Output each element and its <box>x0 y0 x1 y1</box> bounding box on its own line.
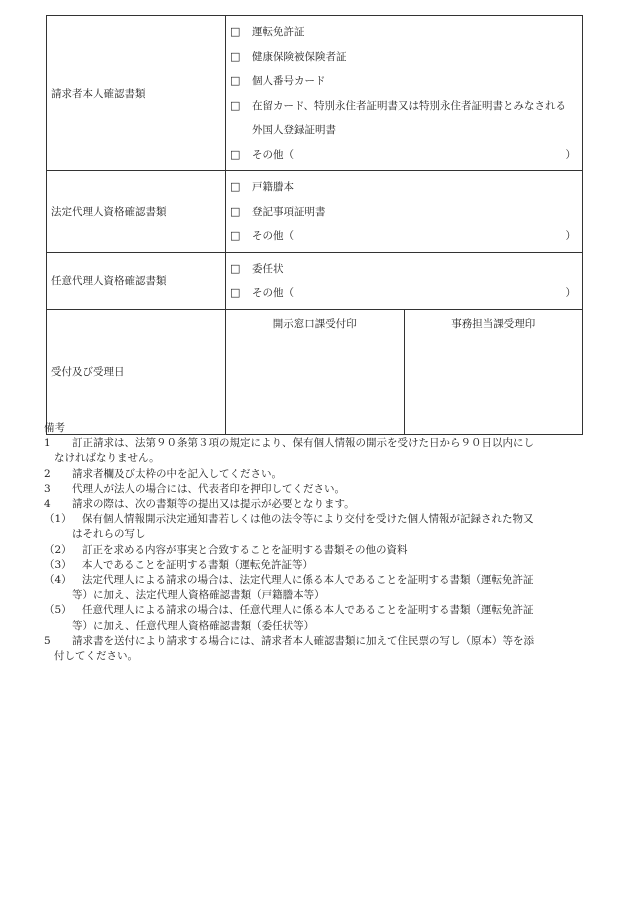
voluntary-agent-options <box>226 252 583 309</box>
option-drivers-license[interactable] <box>230 20 576 45</box>
option-label: 個人番号カード <box>252 75 326 87</box>
note-number: 2 <box>44 467 51 480</box>
note-text: 請求書を送付により請求する場合には、請求者本人確認書類に加えて住民票の写し（原本）等を添 <box>72 634 534 647</box>
note-number: 3 <box>44 482 51 495</box>
note-text: 代理人が法人の場合には、代表者印を押印してください。 <box>72 482 345 495</box>
note-text: 請求の際は、次の書類等の提出又は提示が必要となります。 <box>72 498 355 511</box>
option-label: その他（ <box>252 230 294 242</box>
checkbox-icon[interactable]: □ <box>230 180 241 193</box>
legal-agent-options <box>226 171 583 253</box>
option-power-of-attorney[interactable] <box>230 257 576 282</box>
note-subitem <box>44 603 589 618</box>
note-number: （4） <box>44 574 72 587</box>
table-row <box>47 309 583 434</box>
checkbox-icon[interactable]: □ <box>230 286 241 299</box>
option-my-number-card[interactable] <box>230 69 576 94</box>
acceptance-stamp-box <box>404 310 583 434</box>
note-item <box>44 467 589 482</box>
note-text: 付してください。 <box>54 650 138 663</box>
note-subitem-continued <box>44 588 589 603</box>
option-residence-card[interactable] <box>230 94 576 143</box>
checkbox-icon[interactable]: □ <box>230 25 241 38</box>
note-text: 訂正を求める内容が事実と合致することを証明する書類その他の資料 <box>82 543 408 556</box>
note-number: （5） <box>44 604 72 617</box>
note-subitem <box>44 573 589 588</box>
checkbox-icon[interactable]: □ <box>230 204 241 218</box>
row-label-voluntary-agent: 任意代理人資格確認書類 <box>47 252 226 309</box>
checkbox-icon[interactable]: □ <box>230 49 241 63</box>
reception-stamp-box <box>226 310 404 434</box>
note-subitem-continued <box>44 527 589 542</box>
option-other[interactable] <box>230 224 576 249</box>
option-registry-certificate[interactable] <box>230 200 576 225</box>
notes-heading: 備考 <box>44 422 65 434</box>
checkbox-icon[interactable]: □ <box>230 147 241 161</box>
checkbox-icon[interactable]: □ <box>230 74 241 87</box>
checkbox-icon[interactable]: □ <box>230 229 241 242</box>
note-text: はそれらの写し <box>72 528 146 541</box>
option-label: 健康保険被保険者証 <box>252 50 347 63</box>
note-text: なければなりません。 <box>54 452 160 465</box>
note-number: （2） <box>44 543 72 556</box>
row-label-identity: 請求者本人確認書類 <box>47 16 226 171</box>
reception-stamp-label: 開示窓口課受付印 <box>272 317 357 330</box>
checkbox-icon[interactable]: □ <box>230 261 241 275</box>
option-label: 在留カード、特別永住者証明書又は特別永住者証明書とみなされる外国人登録証明書 <box>252 99 567 136</box>
close-paren: ） <box>565 287 576 299</box>
note-text: 訂正請求は、法第９０条第３項の規定により、保有個人情報の開示を受けた日から９０日以内にし <box>72 437 534 450</box>
note-subitem-continued <box>44 619 589 634</box>
option-other[interactable] <box>230 281 576 306</box>
note-subitem <box>44 558 589 573</box>
note-item <box>44 436 589 451</box>
note-subitem <box>44 512 589 527</box>
note-number: 1 <box>44 437 51 450</box>
note-item <box>44 634 589 649</box>
note-text: 本人であることを証明する書類（運転免許証等） <box>82 558 313 571</box>
option-health-insurance[interactable] <box>230 45 576 70</box>
note-number: （1） <box>44 513 72 526</box>
option-label: 登記事項証明書 <box>252 205 326 218</box>
confirmation-documents-table <box>46 15 583 435</box>
notes-section <box>44 421 589 664</box>
note-item <box>44 497 589 512</box>
option-label: 戸籍謄本 <box>252 181 294 193</box>
note-number: 5 <box>44 634 51 647</box>
close-paren: ） <box>565 148 576 161</box>
note-text: 任意代理人による請求の場合は、任意代理人に係る本人であることを証明する書類（運転免許証 <box>82 604 534 617</box>
option-family-register[interactable] <box>230 175 576 200</box>
note-item <box>44 482 589 497</box>
note-text: 等）に加え、法定代理人資格確認書類（戸籍謄本等） <box>72 589 325 602</box>
acceptance-stamp-label: 事務担当課受理印 <box>451 317 536 330</box>
option-label: その他（ <box>252 148 294 161</box>
table-row <box>47 16 583 171</box>
note-item-continued <box>44 451 589 466</box>
note-text: 法定代理人による請求の場合は、法定代理人に係る本人であることを証明する書類（運転免許証 <box>82 574 534 587</box>
close-paren: ） <box>565 230 576 242</box>
option-label: 委任状 <box>252 262 284 275</box>
note-subitem <box>44 543 589 558</box>
note-text: 保有個人情報開示決定通知書若しくは他の法令等により交付を受けた個人情報が記録された物又 <box>82 513 534 526</box>
row-label-legal-agent: 法定代理人資格確認書類 <box>47 171 226 253</box>
option-other[interactable] <box>230 143 576 168</box>
option-label: 運転免許証 <box>252 26 305 38</box>
note-text: 請求者欄及び太枠の中を記入してください。 <box>72 467 282 480</box>
note-number: （3） <box>44 558 72 571</box>
checkbox-icon[interactable]: □ <box>230 98 241 112</box>
table-row <box>47 252 583 309</box>
note-text: 等）に加え、任意代理人資格確認書類（委任状等） <box>72 619 315 632</box>
identity-options <box>226 16 583 171</box>
stamp-area <box>226 309 583 434</box>
table-row <box>47 171 583 253</box>
option-label: その他（ <box>252 287 294 299</box>
note-number: 4 <box>44 498 51 511</box>
note-item-continued <box>44 649 589 664</box>
row-label-receipt-date: 受付及び受理日 <box>47 309 226 434</box>
